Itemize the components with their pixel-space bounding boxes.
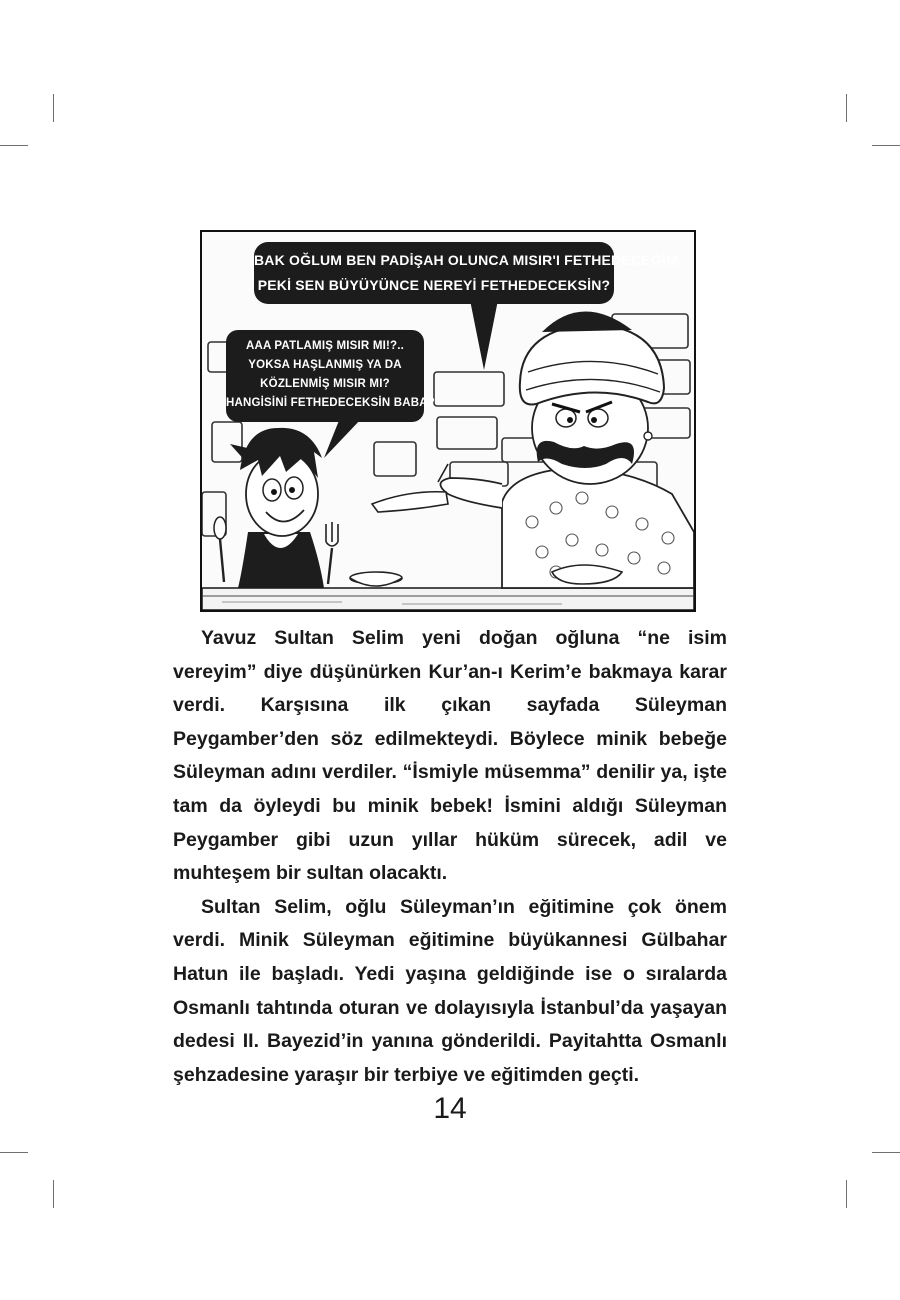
- comic-panel: [200, 230, 696, 612]
- son-speech-bubble: [226, 330, 435, 422]
- speech-line: PEKİ SEN BÜYÜYÜNCE NEREYİ FETHEDECEKSİN?: [257, 277, 611, 293]
- crop-mark: [53, 94, 54, 122]
- speech-line: KÖZLENMİŞ MISIR MI?: [260, 378, 390, 390]
- page-number: 14: [433, 1092, 467, 1125]
- crop-mark: [846, 1180, 847, 1208]
- paragraph: Sultan Selim, oğlu Süleyman’ın eğitimine çok önem verdi. Minik Süleyman eğitimine büyükannesi Gülbahar Hatun ile başladı. Yedi yaşına geldiğinde ise o sıralarda Osmanlı tahtında oturan ve dolayısıyla İstanbul’da yaşayan dedesi II. Bayezid’in yanına gönderildi. Payitahtta Osmanlı şehzadesine yaraşır bir terbiye ve eğitimden geçti.: [173, 895, 727, 1086]
- speech-line: BAK OĞLUM BEN PADİŞAH OLUNCA MISIR'I FETHEDECEĞİM.: [254, 252, 682, 268]
- body-text: [173, 622, 727, 1092]
- crop-mark: [0, 145, 28, 146]
- paragraph: Yavuz Sultan Selim yeni doğan oğluna “ne isim vereyim” diye düşünürken Kur’an-ı Kerim’e bakmaya karar verdi. Karşısına ilk çıkan sayfada Süleyman Peygamber’den söz edilmekteydi. Böylece minik bebeğe Süleyman adını verdiler. “İsmiyle müsemma” denilir ya, işte tam da öyleydi bu minik bebek! İsmini aldığı Süleyman Peygamber gibi uzun yıllar hüküm sürecek, adil ve muhteşem bir sultan olacaktı.: [173, 627, 727, 885]
- speech-line: YOKSA HAŞLANMIŞ YA DA: [248, 359, 402, 371]
- crop-mark: [872, 145, 900, 146]
- crop-mark: [872, 1152, 900, 1153]
- speech-line: AAA PATLAMIŞ MISIR MI!?..: [245, 340, 405, 352]
- crop-mark: [846, 94, 847, 122]
- crop-mark: [0, 1152, 28, 1153]
- father-speech-bubble: [254, 242, 682, 304]
- speech-line: HANGİSİNİ FETHEDECEKSİN BABA?: [226, 397, 435, 409]
- crop-mark: [53, 1180, 54, 1208]
